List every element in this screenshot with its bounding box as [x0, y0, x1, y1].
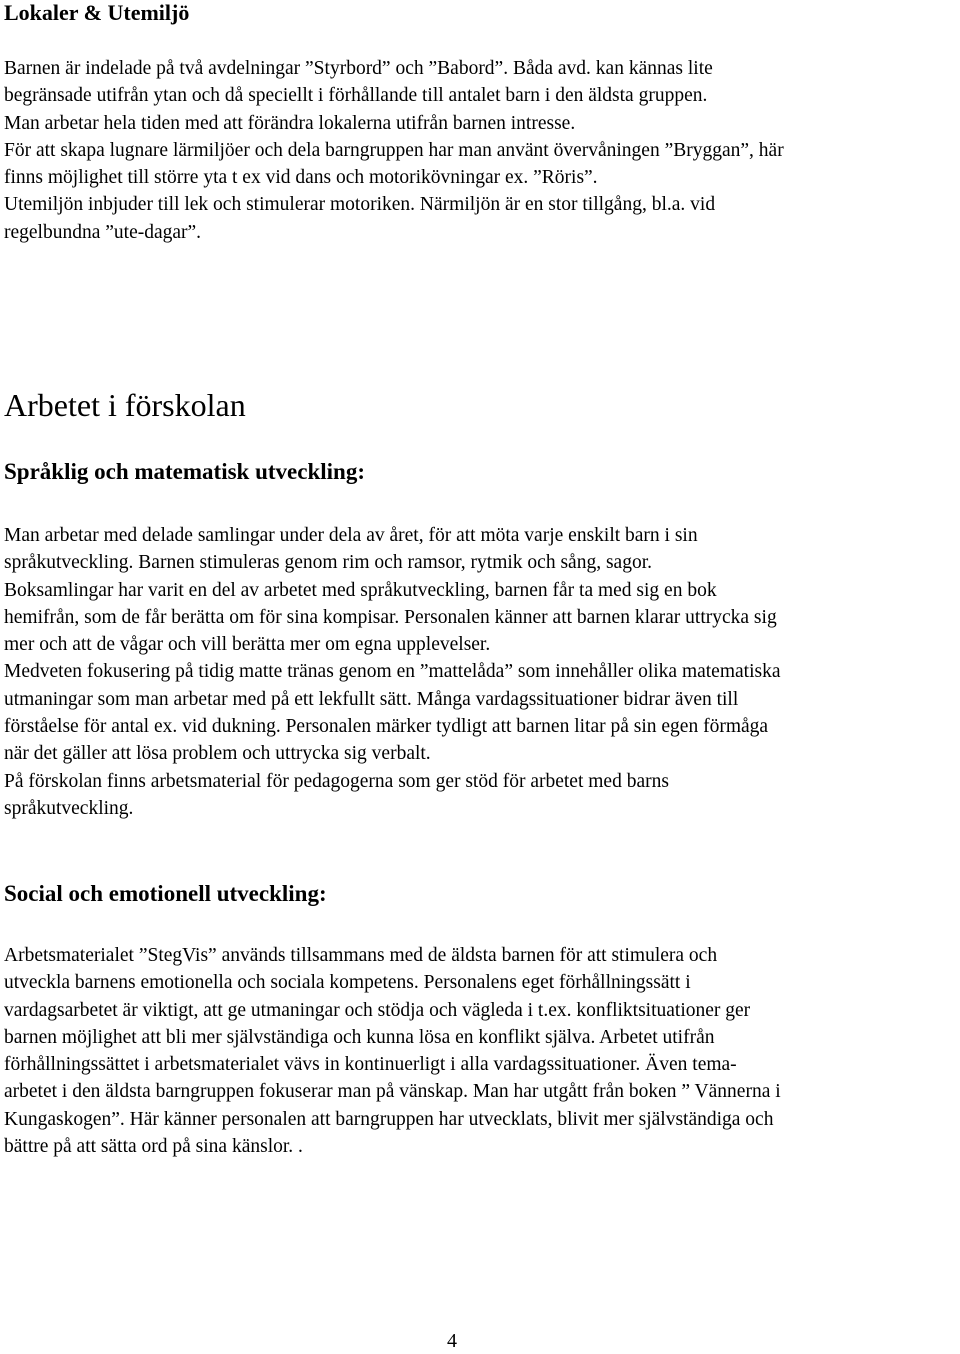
paragraph-line: Man arbetar hela tiden med att förändra lokalerna utifrån barnen intresse.	[4, 112, 576, 134]
paragraph-line: begränsade utifrån ytan och då speciellt i förhållande till antalet barn i den äldsta gruppen.	[4, 85, 708, 107]
paragraph-line: vardagsarbetet är viktigt, att ge utmaningar och stödja och vägleda i t.ex. konfliktsituationer ger	[4, 999, 751, 1021]
paragraph-line: utmaningar som man arbetar med på ett lekfullt sätt. Många vardagssituationer bidrar även till	[4, 688, 739, 710]
paragraph-line: mer och att de vågar och vill berätta mer om egna upplevelser.	[4, 634, 491, 656]
paragraph-line: Boksamlingar har varit en del av arbetet med språkutveckling, barnen får ta med sig en bok	[4, 579, 717, 601]
section-heading-sprak: Språklig och matematisk utveckling:	[4, 459, 365, 484]
paragraph-line: barnen möjlighet att bli mer självständiga och kunna lösa en konflikt själva. Arbetet utifrån	[4, 1026, 715, 1048]
paragraph-line: Arbetsmaterialet ”StegVis” används tillsammans med de äldsta barnen för att stimulera och	[4, 945, 718, 966]
page-number: 4	[447, 1330, 457, 1352]
paragraph-line: utveckla barnens emotionella och sociala kompetens. Personalens eget förhållningssätt i	[4, 972, 691, 994]
paragraph-line: språkutveckling.	[4, 797, 134, 819]
chapter-heading-arbetet: Arbetet i förskolan	[4, 387, 246, 423]
paragraph-line: Man arbetar med delade samlingar under dela av året, för att möta varje enskilt barn i sin	[4, 525, 698, 546]
paragraph-line: Kungaskogen”. Här känner personalen att barngruppen har utvecklats, blivit mer självständiga och	[4, 1108, 774, 1130]
paragraph-line: regelbundna ”ute-dagar”.	[4, 221, 202, 243]
paragraph-line: förhållningssättet i arbetsmaterialet vävs in kontinuerligt i alla vardagssituationer. Även tema-	[4, 1054, 737, 1076]
paragraph-line: när det gäller att lösa problem och uttrycka sig verbalt.	[4, 743, 431, 765]
paragraph-line: Barnen är indelade på två avdelningar ”Styrbord” och ”Babord”. Båda avd. kan kännas lite	[4, 58, 713, 79]
paragraph-social	[4, 942, 781, 1160]
paragraph-line: finns möjlighet till större yta t ex vid dans och motorikövningar ex. ”Röris”.	[4, 167, 598, 189]
paragraph-lokaler	[4, 55, 784, 246]
paragraph-line: bättre på att sätta ord på sina känslor. .	[4, 1136, 303, 1158]
paragraph-sprak	[4, 522, 781, 822]
section-heading-lokaler: Lokaler & Utemiljö	[4, 0, 190, 25]
paragraph-line: Utemiljön inbjuder till lek och stimulerar motoriken. Närmiljön är en stor tillgång, bl.a. vid	[4, 194, 716, 216]
paragraph-line: hemifrån, som de får berätta om för sina kompisar. Personalen känner att barnen klarar uttrycka sig	[4, 606, 777, 628]
paragraph-line: Medveten fokusering på tidig matte tränas genom en ”mattelåda” som innehåller olika matematiska	[4, 661, 781, 683]
paragraph-line: För att skapa lugnare lärmiljöer och dela barngruppen har man använt övervåningen ”Bryggan”, här	[4, 139, 784, 161]
paragraph-line: arbetet i den äldsta barngruppen fokuserar man på vänskap. Man har utgått från boken ” Vännerna i	[4, 1081, 781, 1103]
paragraph-line: förståelse för antal ex. vid dukning. Personalen märker tydligt att barnen litar på sin egen förmåga	[4, 716, 769, 738]
section-heading-social: Social och emotionell utveckling:	[4, 881, 327, 906]
paragraph-line: På förskolan finns arbetsmaterial för pedagogerna som ger stöd för arbetet med barns	[4, 770, 669, 792]
paragraph-line: språkutveckling. Barnen stimuleras genom rim och ramsor, rytmik och sång, sagor.	[4, 552, 652, 574]
